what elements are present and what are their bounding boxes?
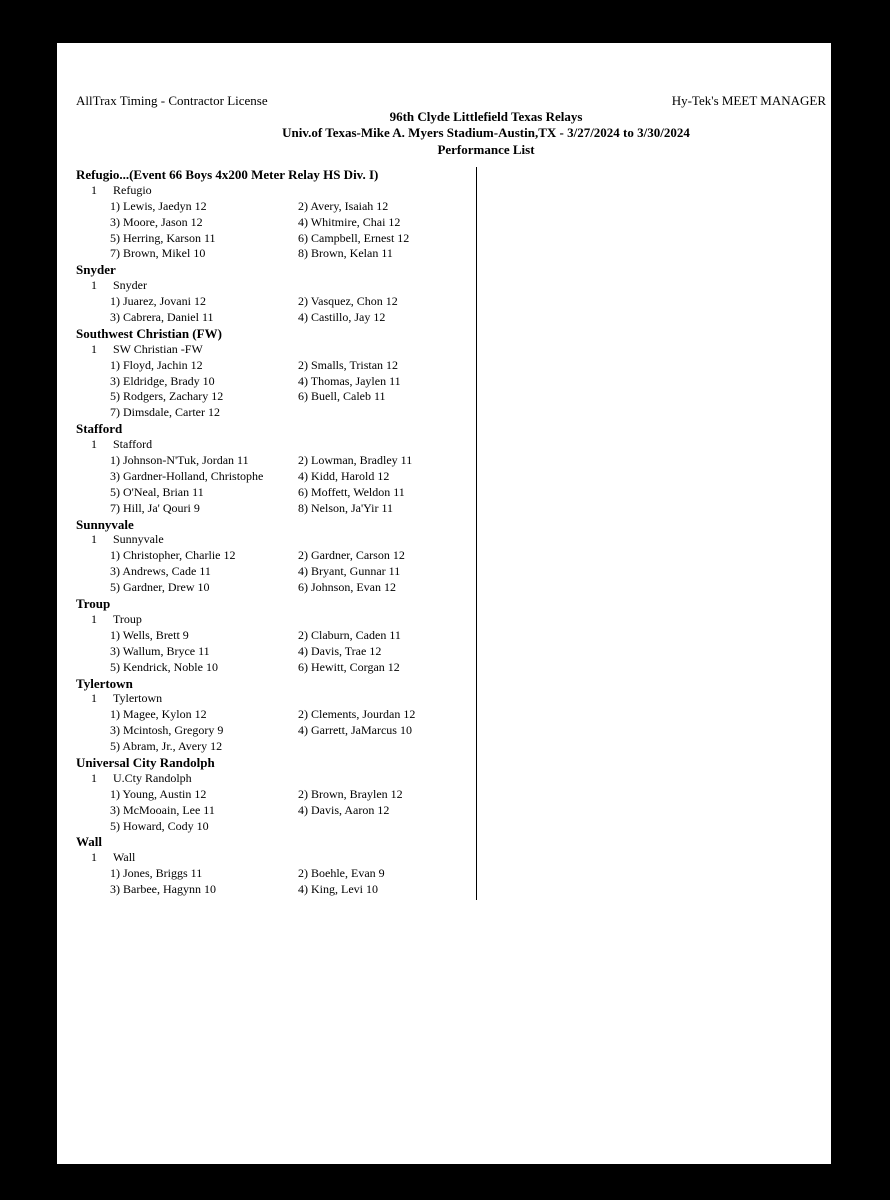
athlete-name: 2) Boehle, Evan 9 (298, 866, 385, 881)
relay-place: 1 (91, 532, 97, 547)
team-name: Stafford (76, 421, 123, 437)
document-page (57, 43, 831, 1164)
relay-team-name: U.Cty Randolph (113, 770, 192, 785)
athlete-name: 3) Mcintosh, Gregory 9 (110, 723, 224, 738)
athlete-row (76, 628, 476, 644)
athlete-name: 4) Kidd, Harold 12 (298, 468, 390, 483)
relay-entry (76, 691, 476, 707)
team-name: Wall (76, 834, 103, 850)
athlete-name: 3) McMooain, Lee 11 (110, 802, 215, 817)
athlete-name: 3) Moore, Jason 12 (110, 214, 203, 229)
athlete-row (76, 310, 476, 326)
athlete-name: 4) Castillo, Jay 12 (298, 310, 386, 325)
athlete-row (76, 819, 476, 835)
athlete-name: 3) Cabrera, Daniel 11 (110, 310, 214, 325)
relay-entry (76, 183, 476, 199)
athlete-name: 8) Brown, Kelan 11 (298, 246, 393, 261)
athlete-row (76, 580, 476, 596)
athlete-name: 1) Magee, Kylon 12 (110, 707, 207, 722)
team-name: Tylertown (76, 675, 133, 691)
relay-entry (76, 771, 476, 787)
team-name: Troup (76, 596, 111, 612)
relay-team-name: Snyder (113, 278, 147, 293)
athlete-name: 5) O'Neal, Brian 11 (110, 484, 204, 499)
athlete-row (76, 803, 476, 819)
athlete-name: 5) Kendrick, Noble 10 (110, 659, 218, 674)
athlete-row (76, 469, 476, 485)
athlete-name: 2) Clements, Jourdan 12 (298, 707, 416, 722)
team-block (76, 517, 476, 596)
relay-place: 1 (91, 278, 97, 293)
athlete-name: 5) Gardner, Drew 10 (110, 580, 210, 595)
athlete-name: 4) Thomas, Jaylen 11 (298, 373, 401, 388)
athlete-name: 2) Avery, Isaiah 12 (298, 198, 389, 213)
relay-entry (76, 437, 476, 453)
athlete-row (76, 548, 476, 564)
relay-team-name: Tylertown (113, 691, 163, 706)
athlete-row (76, 644, 476, 660)
software-name-text: Hy-Tek's MEET MANAGER (671, 93, 826, 108)
team-name: Southwest Christian (FW) (76, 325, 222, 341)
athlete-name: 1) Floyd, Jachin 12 (110, 357, 203, 372)
athlete-row (76, 231, 476, 247)
athlete-row (76, 707, 476, 723)
athlete-name: 4) Davis, Aaron 12 (298, 802, 390, 817)
athlete-name: 1) Wells, Brett 9 (110, 627, 189, 642)
athlete-name: 3) Andrews, Cade 11 (110, 564, 211, 579)
athlete-name: 4) Whitmire, Chai 12 (298, 214, 401, 229)
athlete-name: 1) Lewis, Jaedyn 12 (110, 198, 207, 213)
athlete-name: 1) Johnson-N'Tuk, Jordan 11 (110, 453, 249, 468)
team-name: Universal City Randolph (76, 754, 215, 770)
meet-title: 96th Clyde Littlefield Texas Relays (389, 109, 583, 124)
athlete-row (76, 358, 476, 374)
athlete-name: 4) Garrett, JaMarcus 10 (298, 723, 412, 738)
relay-team-name: SW Christian -FW (113, 341, 203, 356)
relay-place: 1 (91, 691, 97, 706)
athlete-name: 1) Young, Austin 12 (110, 786, 207, 801)
athlete-name: 1) Christopher, Charlie 12 (110, 548, 236, 563)
athlete-row (76, 389, 476, 405)
relay-entry (76, 278, 476, 294)
athlete-row (76, 199, 476, 215)
athlete-name: 7) Dimsdale, Carter 12 (110, 405, 220, 420)
team-block (76, 755, 476, 834)
athlete-row (76, 246, 476, 262)
relay-place: 1 (91, 341, 97, 356)
athlete-name: 3) Eldridge, Brady 10 (110, 373, 215, 388)
team-block (76, 262, 476, 326)
team-block (76, 834, 476, 898)
athlete-row (76, 739, 476, 755)
athlete-row (76, 215, 476, 231)
athlete-name: 6) Buell, Caleb 11 (298, 389, 386, 404)
athlete-name: 2) Lowman, Bradley 11 (298, 453, 413, 468)
athlete-name: 6) Campbell, Ernest 12 (298, 230, 410, 245)
athlete-row (76, 501, 476, 517)
column-divider (476, 167, 477, 900)
athlete-name: 4) Davis, Trae 12 (298, 643, 382, 658)
athlete-name: 6) Hewitt, Corgan 12 (298, 659, 400, 674)
athlete-name: 3) Gardner-Holland, Christophe (110, 468, 264, 483)
athlete-name: 5) Rodgers, Zachary 12 (110, 389, 224, 404)
athlete-name: 4) King, Levi 10 (298, 882, 378, 897)
athlete-row (76, 882, 476, 898)
relay-team-name: Troup (113, 611, 142, 626)
athlete-name: 4) Bryant, Gunnar 11 (298, 564, 401, 579)
athlete-name: 1) Juarez, Jovani 12 (110, 294, 206, 309)
athlete-row (76, 485, 476, 501)
athlete-row (76, 660, 476, 676)
relay-place: 1 (91, 850, 97, 865)
athlete-row (76, 294, 476, 310)
athlete-row (76, 787, 476, 803)
relay-team-name: Refugio (113, 182, 152, 197)
athlete-name: 1) Jones, Briggs 11 (110, 866, 203, 881)
team-block (76, 676, 476, 755)
relay-entry (76, 532, 476, 548)
athlete-row (76, 453, 476, 469)
athlete-name: 7) Brown, Mikel 10 (110, 246, 206, 261)
athlete-row (76, 866, 476, 882)
athlete-row (76, 374, 476, 390)
athlete-name: 3) Barbee, Hagynn 10 (110, 882, 216, 897)
relay-entry (76, 850, 476, 866)
team-block (76, 326, 476, 421)
timing-license-text: AllTrax Timing - Contractor License (76, 93, 268, 108)
performance-list (76, 167, 476, 898)
athlete-name: 5) Herring, Karson 11 (110, 230, 216, 245)
athlete-name: 6) Johnson, Evan 12 (298, 580, 396, 595)
relay-entry (76, 342, 476, 358)
relay-team-name: Wall (113, 850, 136, 865)
report-title: Performance List (437, 142, 535, 157)
athlete-name: 8) Nelson, Ja'Yir 11 (298, 500, 394, 515)
relay-entry (76, 612, 476, 628)
meet-venue-dates: Univ.of Texas-Mike A. Myers Stadium-Austin,TX - 3/27/2024 to 3/30/2024 (282, 125, 690, 140)
athlete-row (76, 405, 476, 421)
team-block (76, 167, 476, 262)
athlete-name: 7) Hill, Ja' Qouri 9 (110, 500, 200, 515)
athlete-name: 2) Gardner, Carson 12 (298, 548, 405, 563)
team-name: Snyder (76, 262, 116, 278)
athlete-name: 2) Claburn, Caden 11 (298, 627, 401, 642)
team-block (76, 421, 476, 516)
relay-place: 1 (91, 611, 97, 626)
athlete-name: 5) Abram, Jr., Avery 12 (110, 739, 223, 754)
athlete-name: 2) Brown, Braylen 12 (298, 786, 403, 801)
athlete-name: 5) Howard, Cody 10 (110, 818, 209, 833)
athlete-name: 6) Moffett, Weldon 11 (298, 484, 405, 499)
relay-team-name: Stafford (113, 437, 153, 452)
team-name: Refugio...(Event 66 Boys 4x200 Meter Relay HS Div. I) (76, 167, 379, 182)
relay-place: 1 (91, 182, 97, 197)
team-name: Sunnyvale (76, 516, 134, 532)
athlete-row (76, 723, 476, 739)
team-block (76, 596, 476, 675)
relay-place: 1 (91, 437, 97, 452)
athlete-name: 3) Wallum, Bryce 11 (110, 643, 210, 658)
athlete-name: 2) Smalls, Tristan 12 (298, 357, 399, 372)
athlete-name: 2) Vasquez, Chon 12 (298, 294, 398, 309)
relay-team-name: Sunnyvale (113, 532, 164, 547)
athlete-row (76, 564, 476, 580)
relay-place: 1 (91, 770, 97, 785)
